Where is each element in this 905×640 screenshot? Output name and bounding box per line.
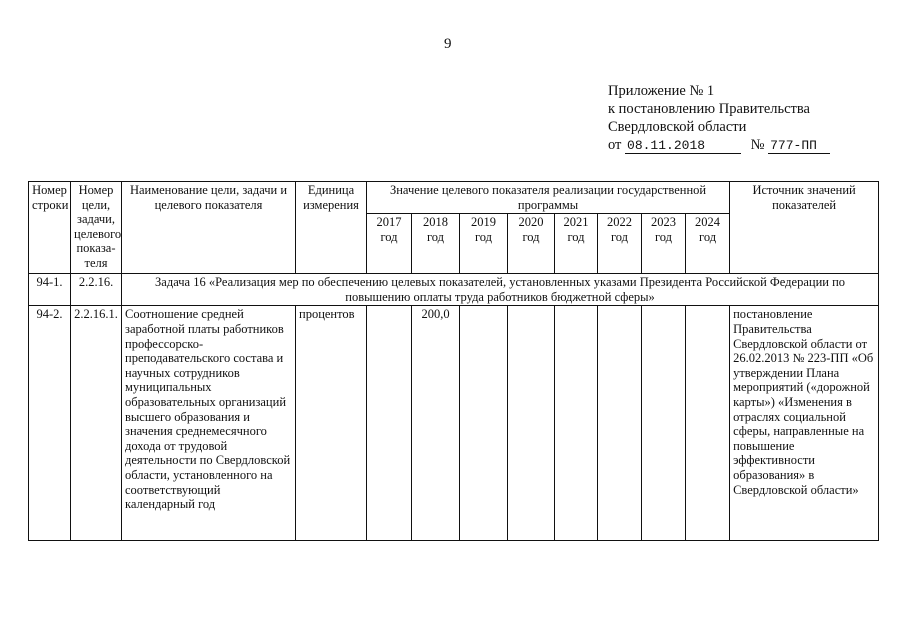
indicator-row-no: 94-2.	[29, 306, 71, 541]
decree-date: 08.11.2018	[625, 138, 741, 154]
header-name: Наименование цели, задачи и целевого показателя	[122, 182, 296, 274]
indicator-name: Соотношение средней заработной платы работников профессорско-преподавательского состава и научных сотрудников муниципальных образовательных организаций высшего образования и значения среднемесячного дохода от трудовой деятельности по Свердловской области, установленного на соответствующий календарный год	[122, 306, 296, 541]
header-year-2021: 2021 год	[555, 214, 598, 274]
value-2024	[686, 306, 730, 541]
appendix-line-3: Свердловской области	[608, 119, 747, 135]
task-goal-no: 2.2.16.	[71, 274, 122, 306]
indicators-table	[28, 181, 879, 541]
header-row-no: Номер строки	[29, 182, 71, 274]
header-unit: Единица измерения	[296, 182, 367, 274]
header-year-2023: 2023 год	[642, 214, 686, 274]
value-2022	[598, 306, 642, 541]
value-2021	[555, 306, 598, 541]
indicator-row	[29, 306, 879, 541]
header-year-2022: 2022 год	[598, 214, 642, 274]
page-number: 9	[444, 36, 452, 52]
indicator-source: постановление Правительства Свердловской области от 26.02.2013 № 223-ПП «Об утверждении Плана мероприятий («дорожной карты») «Изменения в отраслях социальной сферы, направленные на повышение эффективности образования» в Свердловской области»	[730, 306, 879, 541]
header-year-2018: 2018 год	[412, 214, 460, 274]
number-prefix: №	[750, 137, 765, 153]
task-row-no: 94-1.	[29, 274, 71, 306]
header-year-2019: 2019 год	[460, 214, 508, 274]
appendix-header	[608, 82, 830, 154]
header-values-group: Значение целевого показателя реализации государственной программы	[367, 182, 730, 214]
header-year-2024: 2024 год	[686, 214, 730, 274]
header-year-2020: 2020 год	[508, 214, 555, 274]
appendix-date-line	[608, 136, 830, 154]
header-source: Источник значений показателей	[730, 182, 879, 274]
task-row	[29, 274, 879, 306]
decree-number: 777-ПП	[768, 138, 830, 154]
appendix-line-2: к постановлению Правительства	[608, 101, 810, 117]
header-year-2017: 2017 год	[367, 214, 412, 274]
appendix-title: Приложение № 1	[608, 83, 715, 99]
value-2023	[642, 306, 686, 541]
indicator-unit: процентов	[296, 306, 367, 541]
value-2019	[460, 306, 508, 541]
header-row-1	[29, 182, 879, 214]
date-prefix: от	[608, 137, 622, 153]
value-2018: 200,0	[412, 306, 460, 541]
indicator-goal-no: 2.2.16.1.	[71, 306, 122, 541]
task-text: Задача 16 «Реализация мер по обеспечению целевых показателей, установленных указами Президента Российской Федерации по повышению оплаты труда работников бюджетной сферы»	[122, 274, 879, 306]
header-goal-no: Номер цели, задачи, целевого показа-теля	[71, 182, 122, 274]
value-2017	[367, 306, 412, 541]
value-2020	[508, 306, 555, 541]
